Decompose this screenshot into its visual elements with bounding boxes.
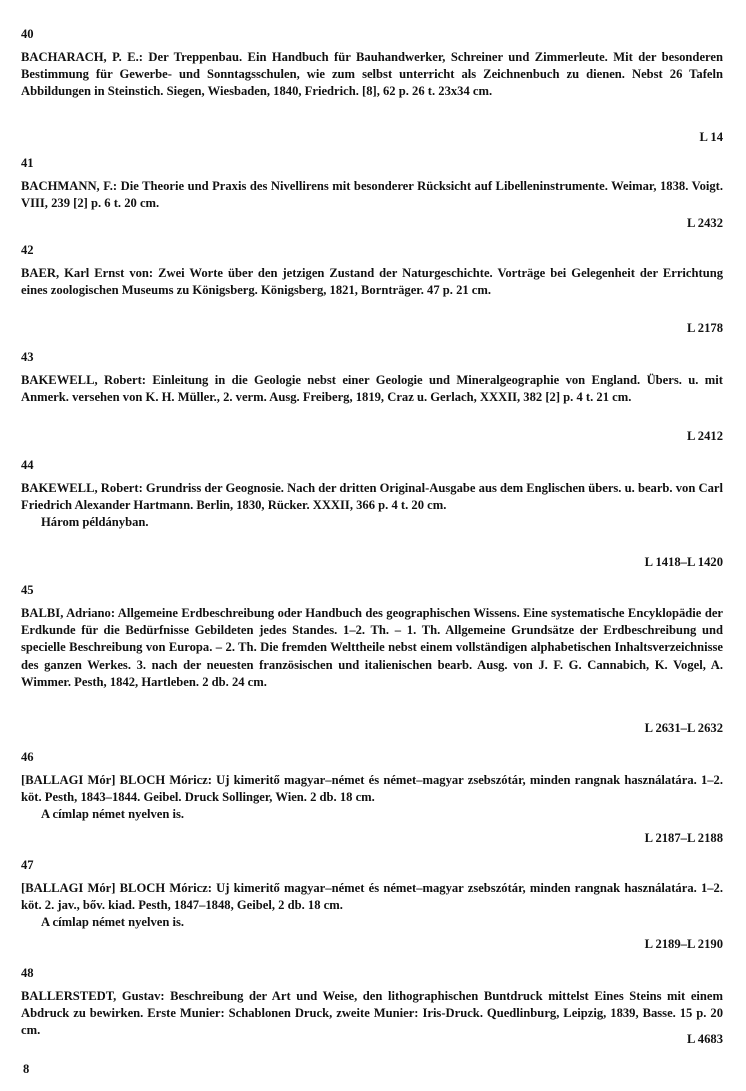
- entry-description: BAER, Karl Ernst von: Zwei Worte über den jetzigen Zustand der Naturgeschichte. Vorträge bei Gelegenheit der Errichtung eines zoologischen Museums zu Königsberg. Königsberg, 1821, Bornträger. 47 p. 21 cm.: [21, 266, 723, 298]
- entry-number: 46: [21, 750, 34, 764]
- entry-note: A címlap német nyelven is.: [41, 807, 185, 822]
- entry-description: BACHMANN, F.: Die Theorie und Praxis des Nivellirens mit besonderer Rücksicht auf Libelleninstrumente. Weimar, 1838. Voigt. VIII, 239 [2] p. 6 t. 20 cm.: [21, 179, 723, 211]
- entry-43: [21, 349, 723, 443]
- shelf-mark: L 2187–L 2188: [644, 831, 723, 845]
- shelf-mark: L 4683: [686, 1032, 723, 1046]
- entry-number: 47: [21, 858, 34, 872]
- entry-number: 42: [21, 243, 34, 257]
- entry-45: [21, 582, 723, 735]
- shelf-mark: L 2432: [686, 216, 723, 230]
- shelf-mark: L 2412: [686, 429, 723, 443]
- entry-40: [21, 26, 723, 144]
- shelf-mark: L 2189–L 2190: [644, 937, 723, 951]
- entry-note: Három példányban.: [41, 515, 149, 530]
- shelf-mark: L 2178: [686, 321, 723, 335]
- entry-number: 44: [21, 458, 34, 472]
- entry-46: [21, 749, 723, 845]
- entry-description: BALBI, Adriano: Allgemeine Erdbeschreibung oder Handbuch des geographischen Wissens. Eine systematische Encyklopädie der Erdkunde für die Bedürfnisse Gebildeten jedes Standes. 1–2. Th. – 1. Th. Allgemeine Grundsätze der Erdbeschreibung und specielle Beschreibung von Europa. – 2. Th. Die fremden Welttheile nebst einem vollständigen alphabetischen Inhaltsverzeichnisse des ganzen Werkes. 3. nach der neuesten französischen und italienischen bearb. Ausg. von J. F. G. Cannabich, K. Vogel, A. Wimmer. Pesth, 1842, Hartleben. 2 db. 24 cm.: [21, 606, 723, 689]
- shelf-mark: L 2631–L 2632: [644, 721, 723, 735]
- page-number: 8: [23, 1062, 30, 1076]
- entry-41: [21, 155, 723, 230]
- entry-42: [21, 242, 723, 335]
- entry-description: [BALLAGI Mór] BLOCH Móricz: Uj kimeritő magyar–német és német–magyar zsebszótár, minden rangnak használatára. 1–2. köt. 2. jav., bőv. kiad. Pesth, 1847–1848, Geibel, 2 db. 18 cm.: [21, 881, 723, 913]
- entry-number: 43: [21, 350, 34, 364]
- entry-48: [21, 965, 723, 1046]
- entry-44: [21, 457, 723, 569]
- entry-description: BAKEWELL, Robert: Einleitung in die Geologie nebst einer Geologie und Mineralgeographie von England. Übers. u. mit Anmerk. versehen von K. H. Müller., 2. verm. Ausg. Freiberg, 1819, Craz u. Gerlach, XXXII, 382 [2] p. 4 t. 21 cm.: [21, 373, 723, 405]
- entry-47: [21, 857, 723, 951]
- entry-description: BAKEWELL, Robert: Grundriss der Geognosie. Nach der dritten Original-Ausgabe aus dem Englischen übers. u. bearb. von Carl Friedrich Alexander Hartmann. Berlin, 1830, Rücker. XXXII, 366 p. 4 t. 20 cm.: [21, 481, 723, 513]
- entry-number: 45: [21, 583, 34, 597]
- entry-description: [BALLAGI Mór] BLOCH Móricz: Uj kimeritő magyar–német és német–magyar zsebszótár, minden rangnak használatára. 1–2. köt. Pesth, 1843–1844. Geibel. Druck Sollinger, Wien. 2 db. 18 cm.: [21, 773, 723, 805]
- entry-description: BALLERSTEDT, Gustav: Beschreibung der Art und Weise, den lithographischen Buntdruck mittelst Eines Steins mit einem Abdruck zu bewirken. Erste Munier: Schablonen Druck, zweite Munier: Iris-Druck. Quedlinburg, Leipzig, 1839, Basse. 15 p. 20 cm.: [21, 989, 723, 1038]
- entry-note: A címlap német nyelven is.: [41, 915, 185, 930]
- entry-number: 48: [21, 966, 34, 980]
- shelf-mark: L 1418–L 1420: [644, 555, 723, 569]
- shelf-mark: L 14: [699, 130, 723, 144]
- entry-number: 41: [21, 156, 34, 170]
- entry-number: 40: [21, 27, 34, 41]
- entry-description: BACHARACH, P. E.: Der Treppenbau. Ein Handbuch für Bauhandwerker, Schreiner und Zimmerleute. Mit der besonderen Bestimmung für Gewerbe- und Sonntagsschulen, wie zum selbst unterricht als Zeichnenbuch zu dienen. Nebst 26 Tafeln Abbildungen in Steinstich. Siegen, Wiesbaden, 1840, Friedrich. [8], 62 p. 26 t. 23x34 cm.: [21, 50, 723, 99]
